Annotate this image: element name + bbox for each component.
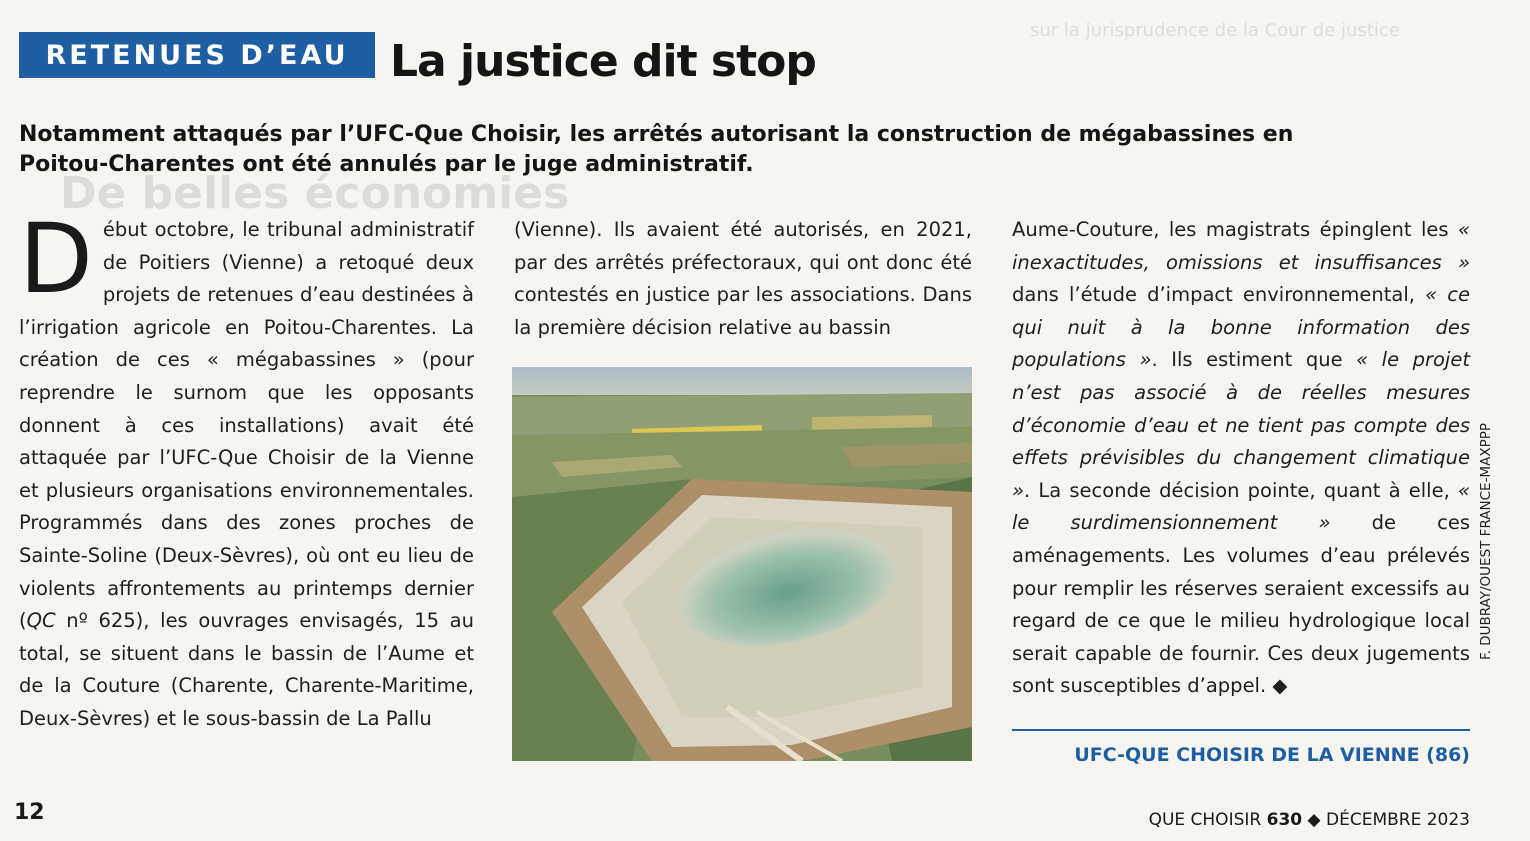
issue-number: 630 <box>1266 810 1303 830</box>
body-text: de ces aménagements. Les volumes d’eau prélevés pour remplir les réserves seraient excessifs au regard de ce que le milieu hydrologique local serait capable de fournir. Ces deux jugements sont susceptibles d’appel. ◆ <box>1012 511 1470 698</box>
magazine-reference: QC <box>26 609 56 633</box>
article-signature: UFC-QUE CHOISIR DE LA VIENNE (86) <box>1074 744 1470 766</box>
body-text: nº 625), les ouvrages envisagés, 15 au total, se situent dans le bassin de l’Aume et de la Couture (Charente, Charente-Maritime, Deux-Sèvres) et le sous-bassin de La Pallu <box>19 609 474 730</box>
body-column-2 <box>514 214 972 344</box>
body-column-3 <box>1012 214 1470 703</box>
issue-date: DÉCEMBRE 2023 <box>1326 810 1470 830</box>
body-text: Aume-Couture, les magistrats épinglent les <box>1012 218 1458 241</box>
photo-credit: F. DUBRAY/OUEST FRANCE-MAXPPP <box>1478 423 1494 660</box>
aerial-photo-megabassine <box>512 367 972 761</box>
footer-separator: ◆ <box>1307 810 1321 830</box>
page-number: 12 <box>14 800 45 825</box>
body-text: (Vienne). Ils avaient été autorisés, en 2021, par des arrêtés préfectoraux, qui ont donc été contestés en justice par les associations. Dans la première décision relative au bassin <box>514 218 972 339</box>
body-text: ébut octobre, le tribunal administratif de Poitiers (Vienne) a retoqué deux projets de retenues d’eau destinées à l’irrigation agricole en Poitou-Charentes. La création de ces « mégabassines » (pour reprendre le surnom que les opposants donnent à ces installations) avait été attaquée par l’UFC-Que Choisir de la Vienne et plusieurs organisations environnementales. Programmés dans des zones proches de Sainte-Soline (Deux-Sèvres), où ont eu lieu de violents affrontements au printemps dernier ( <box>19 218 474 633</box>
body-text: dans l’étude d’impact environnemental, <box>1012 283 1426 307</box>
body-text: . Ils estiment que <box>1151 348 1357 372</box>
quote: « ce qui nuit à la bonne information des populations » <box>1012 283 1470 372</box>
drop-cap: D <box>19 203 93 315</box>
quote: « inexactitudes, omissions et insuffisances » <box>1012 218 1470 274</box>
signature-rule <box>1012 729 1470 731</box>
bleed-through-text: sur la jurisprudence de la Cour de justice <box>1030 20 1400 41</box>
section-kicker: RETENUES D’EAU <box>19 32 375 78</box>
page-footer <box>1149 810 1470 830</box>
quote: « le surdimensionnement » <box>1012 478 1470 535</box>
article-standfirst: Notamment attaqués par l’UFC-Que Choisir, les arrêtés autorisant la construction de mégabassines en Poitou-Charentes ont été annulés par le juge administratif. <box>19 122 1294 177</box>
body-column-1 <box>19 203 474 736</box>
quote: « le projet n’est pas associé à de réelles mesures d’économie d’eau et ne tient pas compte des effets prévisibles du changement climatique » <box>1012 348 1470 502</box>
bleed-through-text: De belles économies <box>60 168 570 219</box>
magazine-name: QUE CHOISIR <box>1148 810 1262 830</box>
body-text: . La seconde décision pointe, quant à elle, <box>1024 478 1458 502</box>
article-headline: La justice dit stop <box>390 36 816 87</box>
